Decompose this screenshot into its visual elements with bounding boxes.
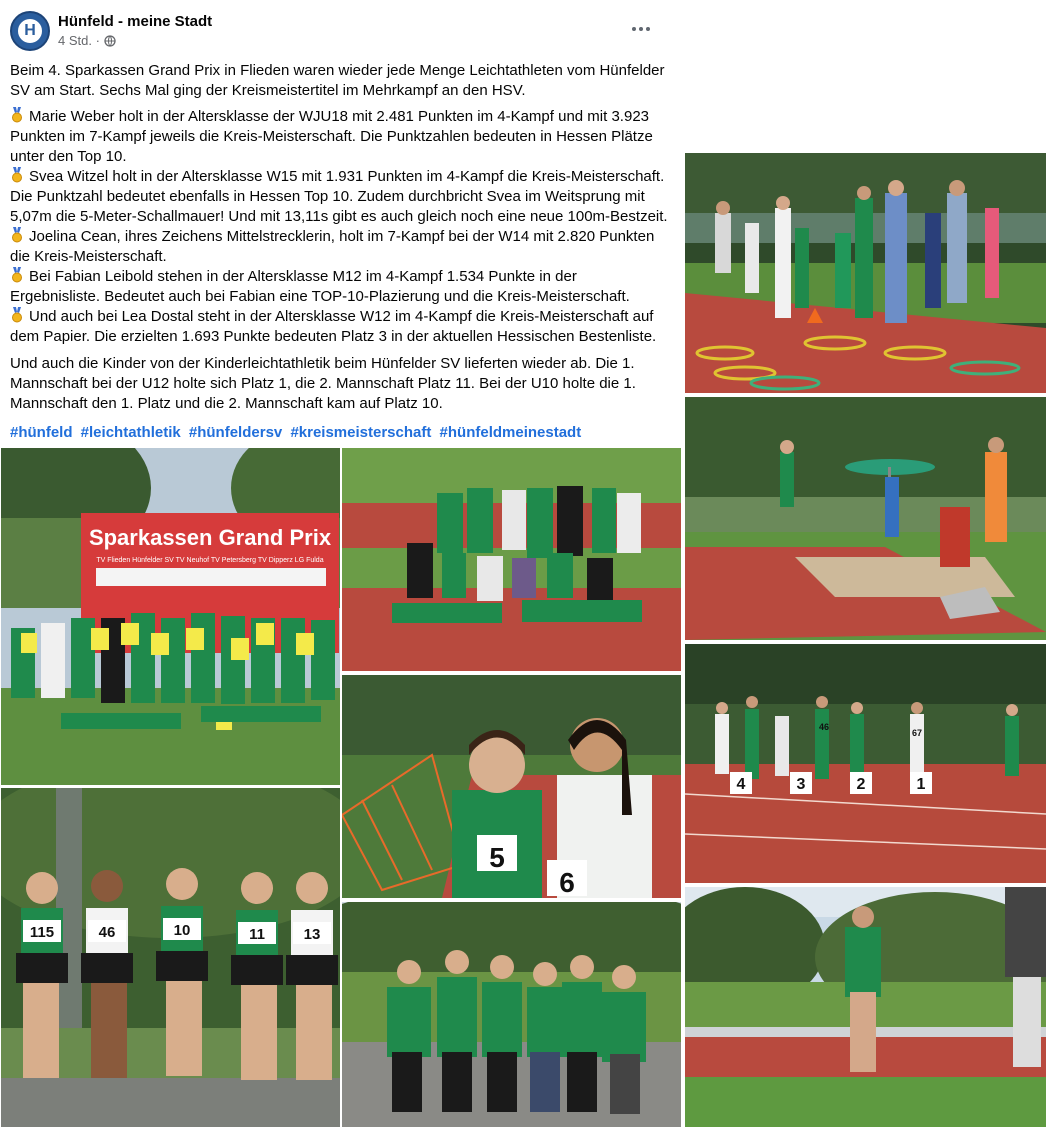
photo-banner-group-image: [1, 448, 340, 785]
post-card: [0, 0, 679, 447]
photo-shot-put-image: [685, 887, 1046, 1127]
photo-shot-put[interactable]: [685, 887, 1046, 1127]
banner-subtitle: TV Flieden Hünfelder SV TV Neuhof TV Petersberg TV Dipperz LG Fulda: [96, 557, 324, 564]
medal-icon: [10, 227, 24, 243]
hashtag-link[interactable]: #hünfeldmeinestadt: [439, 424, 582, 441]
photo-jump-runway-image: [685, 153, 1046, 393]
result-item: Und auch bei Lea Dostal steht in der Altersklasse W12 im 4-Kampf die Kreis-Meisterschaft auf dem Papier. Die erzielten 1.693 Punkte bedeuten Platz 3 in der aktuellen Hessischen Bestenliste.: [10, 308, 657, 345]
photo-long-jump[interactable]: [685, 397, 1046, 640]
bib-number: 46: [98, 924, 116, 941]
results-list: [10, 107, 670, 347]
photo-long-jump-image: [685, 397, 1046, 640]
hashtag-link[interactable]: #hünfeldersv: [188, 424, 283, 441]
post-time[interactable]: 4 Std. ·: [58, 33, 100, 48]
photo-banner-group[interactable]: [1, 448, 340, 785]
post-text: [10, 61, 670, 420]
hashtag-link[interactable]: #leichtathletik: [80, 424, 181, 441]
photo-two-athletes-image: [342, 675, 681, 898]
bib-number: 11: [249, 926, 265, 943]
start-block-number: 2: [856, 776, 866, 793]
banner-title: Sparkassen Grand Prix: [88, 525, 332, 550]
photo-jump-runway[interactable]: [685, 153, 1046, 393]
dot-icon: [632, 27, 636, 31]
bib-number: 10: [173, 922, 191, 939]
photo-kids-group-image: [342, 448, 681, 671]
photo-sprint-start[interactable]: [685, 644, 1046, 883]
photo-two-athletes[interactable]: [342, 675, 681, 898]
start-block-number: 3: [796, 776, 806, 793]
result-item: Svea Witzel holt in der Altersklasse W15 mit 1.931 Punkten im 4-Kampf die Kreis-Meisterschaft. Die Punktzahl bedeutet ebenfalls in Hessen Top 10. Zudem durchbricht Svea im Weitsprung mit 5,07m die 5-Meter-Schallmauer! Und mit 13,11s gibt es auch gleich noch eine neue 100m-Bestzeit.: [10, 168, 668, 225]
photo-kids-group[interactable]: [342, 448, 681, 671]
bib-number: 115: [29, 924, 55, 941]
bib-number: 67: [911, 728, 923, 738]
photo-five-athletes-image: [1, 788, 340, 1127]
page-avatar[interactable]: [10, 11, 50, 51]
bib-number: 6: [559, 867, 575, 898]
city-logo-icon: H: [16, 17, 44, 45]
medal-icon: [10, 107, 24, 123]
photo-kids-team[interactable]: [342, 902, 681, 1127]
photo-five-athletes[interactable]: [1, 788, 340, 1127]
post-meta: [58, 33, 116, 48]
page-name[interactable]: Hünfeld - meine Stadt: [58, 13, 213, 30]
start-block-number: 4: [736, 776, 746, 793]
more-options-button[interactable]: [626, 17, 656, 41]
bib-number: 5: [489, 842, 505, 873]
hashtag-link[interactable]: #kreismeisterschaft: [290, 424, 432, 441]
medal-icon: [10, 167, 24, 183]
start-block-number: 1: [916, 776, 926, 793]
medal-icon: [10, 307, 24, 323]
result-item: Joelina Cean, ihres Zeichens Mittelstrecklerin, holt im 7-Kampf bei der W14 mit 2.820 Punkten die Kreis-Meisterschaft.: [10, 228, 655, 265]
post-header: [10, 11, 670, 53]
bib-number: 13: [303, 926, 321, 943]
dot-icon: [639, 27, 643, 31]
post-outro: Und auch die Kinder von der Kinderleichtathletik beim Hünfelder SV lieferten wieder ab. Die 1. Mannschaft bei der U12 holte sich Platz 1, die 2. Mannschaft Platz 11. Bei der U10 holte die 1. Mannschaft den 1. Platz und die 2. Mannschaft kam auf Platz 10.: [10, 355, 636, 412]
bib-number: 46: [818, 722, 830, 732]
medal-icon: [10, 267, 24, 283]
photo-sprint-start-image: [685, 644, 1046, 883]
result-item: Bei Fabian Leibold stehen in der Altersklasse M12 im 4-Kampf 1.534 Punkte in der Ergebnisliste. Bedeutet auch bei Fabian eine TOP-10-Plazierung und die Kreis-Meisterschaft.: [10, 268, 630, 305]
post-intro: Beim 4. Sparkassen Grand Prix in Flieden waren wieder jede Menge Leichtathleten vom Hünfelder SV am Start. Sechs Mal ging der Kreismeistertitel im Mehrkampf an den HSV.: [10, 62, 665, 99]
dot-icon: [646, 27, 650, 31]
hashtag-list: [10, 424, 585, 441]
globe-icon: [104, 35, 116, 47]
hashtag-link[interactable]: #hünfeld: [10, 424, 73, 441]
result-item: Marie Weber holt in der Altersklasse der WJU18 mit 2.481 Punkten im 4-Kampf und mit 3.923 Punkten im 7-Kampf jeweils die Kreis-Meisterschaft. Die Punktzahlen bedeuten in Hessen Plätze unter den Top 10.: [10, 108, 653, 165]
photo-kids-team-image: [342, 902, 681, 1127]
